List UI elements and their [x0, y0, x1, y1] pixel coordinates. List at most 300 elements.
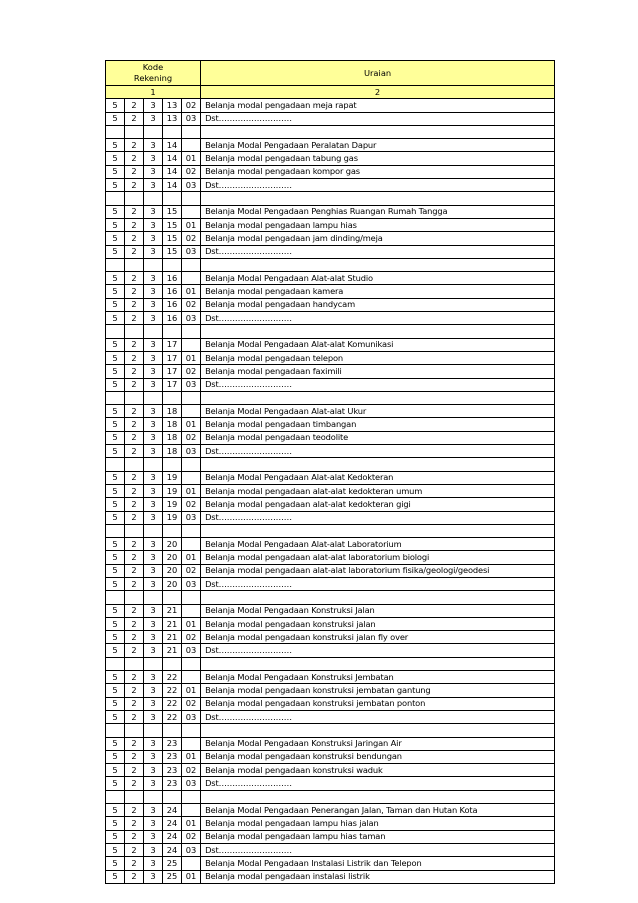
- table-row: [106, 777, 555, 790]
- kode-cell: 3: [144, 631, 163, 644]
- uraian-cell: Belanja modal pengadaan konstruksi bendungan: [201, 750, 555, 763]
- kode-cell: 03: [182, 245, 201, 258]
- spacer-row: [106, 724, 555, 737]
- kode-cell: 2: [125, 697, 144, 710]
- kode-cell: 3: [144, 777, 163, 790]
- kode-cell: 15: [163, 205, 182, 218]
- table-row: [106, 405, 555, 418]
- kode-cell: 19: [163, 498, 182, 511]
- kode-cell: 2: [125, 750, 144, 763]
- kode-cell: 02: [182, 431, 201, 444]
- table-row: [106, 351, 555, 364]
- kode-cell: 03: [182, 777, 201, 790]
- kode-cell: 5: [106, 139, 125, 152]
- kode-cell: 20: [163, 577, 182, 590]
- uraian-cell: Belanja modal pengadaan handycam: [201, 298, 555, 311]
- table-row: [106, 551, 555, 564]
- kode-cell: 5: [106, 312, 125, 325]
- kode-cell: 5: [106, 843, 125, 856]
- kode-cell: 3: [144, 710, 163, 723]
- kode-cell: [106, 458, 125, 471]
- kode-cell: 5: [106, 644, 125, 657]
- kode-cell: 3: [144, 272, 163, 285]
- kode-cell: [125, 591, 144, 604]
- table-header: [106, 61, 555, 99]
- kode-cell: 5: [106, 298, 125, 311]
- kode-cell: [182, 391, 201, 404]
- kode-cell: 5: [106, 538, 125, 551]
- spacer-row: [106, 258, 555, 271]
- spacer-row: [106, 524, 555, 537]
- kode-cell: 03: [182, 644, 201, 657]
- kode-cell: 2: [125, 312, 144, 325]
- uraian-cell: Belanja modal pengadaan konstruksi waduk: [201, 764, 555, 777]
- kode-cell: 2: [125, 232, 144, 245]
- kode-cell: [182, 538, 201, 551]
- kode-cell: 3: [144, 511, 163, 524]
- kode-cell: 3: [144, 152, 163, 165]
- kode-cell: 16: [163, 298, 182, 311]
- uraian-cell: Belanja modal pengadaan lampu hias: [201, 218, 555, 231]
- uraian-cell: Belanja Modal Pengadaan Instalasi Listrik dan Telepon: [201, 857, 555, 870]
- kode-cell: 2: [125, 245, 144, 258]
- kode-cell: 3: [144, 817, 163, 830]
- kode-cell: [163, 192, 182, 205]
- kode-cell: 3: [144, 285, 163, 298]
- kode-cell: 3: [144, 644, 163, 657]
- table-row: [106, 298, 555, 311]
- kode-cell: 3: [144, 551, 163, 564]
- kode-cell: 2: [125, 484, 144, 497]
- kode-cell: 02: [182, 232, 201, 245]
- kode-cell: [106, 591, 125, 604]
- kode-cell: 3: [144, 165, 163, 178]
- kode-cell: 2: [125, 365, 144, 378]
- uraian-cell: Dst………………………: [201, 378, 555, 391]
- kode-cell: [144, 657, 163, 670]
- kode-cell: [163, 657, 182, 670]
- uraian-cell: [201, 258, 555, 271]
- kode-cell: 02: [182, 99, 201, 112]
- uraian-cell: Belanja modal pengadaan kamera: [201, 285, 555, 298]
- kode-cell: 3: [144, 232, 163, 245]
- kode-cell: 3: [144, 445, 163, 458]
- kode-cell: 3: [144, 697, 163, 710]
- table-row: [106, 684, 555, 697]
- table-row: [106, 631, 555, 644]
- kode-cell: 3: [144, 498, 163, 511]
- kode-cell: 02: [182, 298, 201, 311]
- uraian-cell: Belanja modal pengadaan konstruksi jalan fly over: [201, 631, 555, 644]
- kode-cell: 3: [144, 112, 163, 125]
- kode-rekening-header: [106, 61, 201, 86]
- kode-cell: [125, 125, 144, 138]
- kode-cell: 01: [182, 870, 201, 883]
- table-row: [106, 245, 555, 258]
- table-row: [106, 445, 555, 458]
- uraian-cell: Dst………………………: [201, 843, 555, 856]
- table-row: [106, 418, 555, 431]
- uraian-cell: Belanja modal pengadaan alat-alat kedokteran gigi: [201, 498, 555, 511]
- kode-cell: 01: [182, 817, 201, 830]
- uraian-header: Uraian: [201, 61, 555, 86]
- kode-cell: 01: [182, 351, 201, 364]
- kode-cell: 14: [163, 139, 182, 152]
- kode-cell: 2: [125, 804, 144, 817]
- kode-cell: 3: [144, 577, 163, 590]
- uraian-cell: [201, 391, 555, 404]
- kode-cell: 20: [163, 538, 182, 551]
- kode-cell: 3: [144, 857, 163, 870]
- table-row: [106, 365, 555, 378]
- uraian-cell: Dst………………………: [201, 644, 555, 657]
- kode-cell: 01: [182, 750, 201, 763]
- kode-cell: [182, 125, 201, 138]
- table-row: [106, 644, 555, 657]
- kode-cell: 3: [144, 604, 163, 617]
- kode-cell: 23: [163, 750, 182, 763]
- kode-cell: 23: [163, 777, 182, 790]
- kode-cell: 2: [125, 431, 144, 444]
- kode-cell: [182, 591, 201, 604]
- kode-cell: [163, 458, 182, 471]
- table-row: [106, 617, 555, 630]
- table-row: [106, 817, 555, 830]
- kode-cell: 2: [125, 870, 144, 883]
- kode-cell: 2: [125, 538, 144, 551]
- kode-cell: 21: [163, 604, 182, 617]
- kode-cell: 18: [163, 445, 182, 458]
- kode-cell: 01: [182, 684, 201, 697]
- kode-cell: [144, 524, 163, 537]
- kode-cell: 2: [125, 777, 144, 790]
- kode-cell: 3: [144, 431, 163, 444]
- kode-cell: 5: [106, 671, 125, 684]
- kode-cell: [144, 125, 163, 138]
- kode-cell: 14: [163, 165, 182, 178]
- kode-cell: 3: [144, 179, 163, 192]
- kode-cell: [163, 125, 182, 138]
- kode-cell: 2: [125, 218, 144, 231]
- uraian-cell: [201, 192, 555, 205]
- kode-cell: 17: [163, 351, 182, 364]
- uraian-cell: Belanja Modal Pengadaan Penghias Ruangan Rumah Tangga: [201, 205, 555, 218]
- kode-cell: 2: [125, 139, 144, 152]
- uraian-cell: Dst………………………: [201, 245, 555, 258]
- kode-cell: 02: [182, 365, 201, 378]
- table-row: [106, 484, 555, 497]
- table-row: [106, 205, 555, 218]
- kode-cell: 03: [182, 179, 201, 192]
- uraian-cell: Belanja Modal Pengadaan Alat-alat Laboratorium: [201, 538, 555, 551]
- kode-cell: 3: [144, 205, 163, 218]
- kode-cell: 3: [144, 312, 163, 325]
- kode-cell: 03: [182, 710, 201, 723]
- kode-cell: 3: [144, 764, 163, 777]
- kode-cell: 5: [106, 112, 125, 125]
- kode-cell: 03: [182, 843, 201, 856]
- kode-cell: 02: [182, 764, 201, 777]
- kode-cell: 24: [163, 843, 182, 856]
- table-row: [106, 564, 555, 577]
- kode-cell: 03: [182, 445, 201, 458]
- table-row: [106, 498, 555, 511]
- kode-cell: 21: [163, 617, 182, 630]
- kode-cell: 01: [182, 551, 201, 564]
- uraian-cell: [201, 591, 555, 604]
- kode-cell: 5: [106, 205, 125, 218]
- kode-cell: 3: [144, 684, 163, 697]
- kode-cell: [106, 125, 125, 138]
- kode-cell: 5: [106, 764, 125, 777]
- kode-cell: [125, 657, 144, 670]
- kode-cell: [144, 591, 163, 604]
- kode-cell: 18: [163, 418, 182, 431]
- uraian-cell: Dst………………………: [201, 511, 555, 524]
- kode-cell: 3: [144, 750, 163, 763]
- table-row: [106, 338, 555, 351]
- kode-cell: 2: [125, 577, 144, 590]
- kode-cell: [182, 258, 201, 271]
- table-row: [106, 764, 555, 777]
- kode-cell: 15: [163, 232, 182, 245]
- kode-cell: 17: [163, 378, 182, 391]
- kode-cell: 2: [125, 644, 144, 657]
- kode-cell: 2: [125, 179, 144, 192]
- kode-cell: 18: [163, 431, 182, 444]
- kode-cell: 02: [182, 631, 201, 644]
- table-row: [106, 272, 555, 285]
- kode-cell: [144, 258, 163, 271]
- kode-cell: [182, 139, 201, 152]
- uraian-cell: Belanja Modal Pengadaan Konstruksi Jaringan Air: [201, 737, 555, 750]
- table-row: [106, 179, 555, 192]
- kode-cell: 5: [106, 564, 125, 577]
- kode-cell: [106, 724, 125, 737]
- table-row: [106, 378, 555, 391]
- kode-cell: 02: [182, 830, 201, 843]
- kode-cell: 2: [125, 418, 144, 431]
- kode-cell: 3: [144, 538, 163, 551]
- kode-cell: 03: [182, 112, 201, 125]
- spacer-row: [106, 125, 555, 138]
- kode-cell: 2: [125, 272, 144, 285]
- kode-cell: 3: [144, 245, 163, 258]
- kode-cell: 20: [163, 551, 182, 564]
- table-row: [106, 471, 555, 484]
- kode-cell: [182, 458, 201, 471]
- kode-cell: 5: [106, 737, 125, 750]
- kode-cell: [125, 524, 144, 537]
- kode-cell: [125, 724, 144, 737]
- kode-cell: 5: [106, 99, 125, 112]
- kode-cell: 25: [163, 857, 182, 870]
- kode-cell: 19: [163, 484, 182, 497]
- kode-cell: 21: [163, 644, 182, 657]
- kode-cell: 03: [182, 577, 201, 590]
- kode-cell: 5: [106, 351, 125, 364]
- uraian-cell: Belanja modal pengadaan meja rapat: [201, 99, 555, 112]
- kode-cell: 14: [163, 152, 182, 165]
- kode-cell: 3: [144, 139, 163, 152]
- table-row: [106, 312, 555, 325]
- kode-cell: 2: [125, 445, 144, 458]
- kode-cell: 2: [125, 817, 144, 830]
- kode-cell: 19: [163, 471, 182, 484]
- kode-cell: 5: [106, 498, 125, 511]
- kode-cell: 5: [106, 405, 125, 418]
- table-row: [106, 830, 555, 843]
- kode-cell: [163, 391, 182, 404]
- kode-cell: 02: [182, 697, 201, 710]
- kode-cell: [106, 325, 125, 338]
- kode-cell: 2: [125, 498, 144, 511]
- kode-cell: 02: [182, 564, 201, 577]
- kode-cell: 25: [163, 870, 182, 883]
- kode-cell: 5: [106, 165, 125, 178]
- uraian-cell: Belanja Modal Pengadaan Alat-alat Studio: [201, 272, 555, 285]
- kode-cell: 5: [106, 431, 125, 444]
- uraian-cell: Belanja modal pengadaan jam dinding/meja: [201, 232, 555, 245]
- kode-cell: 2: [125, 99, 144, 112]
- kode-cell: 3: [144, 338, 163, 351]
- kode-cell: [182, 272, 201, 285]
- kode-cell: [182, 338, 201, 351]
- uraian-cell: Dst………………………: [201, 710, 555, 723]
- kode-cell: [182, 857, 201, 870]
- kode-cell: 2: [125, 405, 144, 418]
- table-row: [106, 218, 555, 231]
- kode-cell: 2: [125, 165, 144, 178]
- uraian-cell: [201, 458, 555, 471]
- kode-cell: 5: [106, 684, 125, 697]
- kode-cell: 5: [106, 285, 125, 298]
- kode-cell: 01: [182, 484, 201, 497]
- uraian-cell: Belanja modal pengadaan alat-alat kedokteran umum: [201, 484, 555, 497]
- table-row: [106, 804, 555, 817]
- kode-cell: 5: [106, 378, 125, 391]
- kode-cell: 5: [106, 179, 125, 192]
- uraian-cell: Belanja modal pengadaan telepon: [201, 351, 555, 364]
- kode-cell: 2: [125, 285, 144, 298]
- kode-cell: 5: [106, 857, 125, 870]
- kode-cell: 2: [125, 298, 144, 311]
- kode-cell: 2: [125, 843, 144, 856]
- kode-cell: [163, 790, 182, 803]
- uraian-cell: Belanja Modal Pengadaan Alat-alat Kedokteran: [201, 471, 555, 484]
- kode-cell: [106, 657, 125, 670]
- kode-cell: 3: [144, 737, 163, 750]
- table-row: [106, 870, 555, 883]
- uraian-cell: Belanja modal pengadaan konstruksi jembatan ponton: [201, 697, 555, 710]
- uraian-cell: Belanja modal pengadaan kompor gas: [201, 165, 555, 178]
- kode-cell: [182, 205, 201, 218]
- uraian-cell: Dst………………………: [201, 445, 555, 458]
- kode-cell: 2: [125, 617, 144, 630]
- kode-cell: 19: [163, 511, 182, 524]
- kode-cell: [144, 325, 163, 338]
- kode-cell: [106, 391, 125, 404]
- kode-cell: 17: [163, 338, 182, 351]
- kode-cell: [125, 790, 144, 803]
- kode-cell: 2: [125, 710, 144, 723]
- kode-cell: 3: [144, 99, 163, 112]
- table-row: [106, 671, 555, 684]
- kode-cell: 15: [163, 218, 182, 231]
- kode-cell: 3: [144, 298, 163, 311]
- kode-cell: 2: [125, 351, 144, 364]
- kode-cell: 5: [106, 245, 125, 258]
- kode-cell: 5: [106, 484, 125, 497]
- kode-cell: 23: [163, 737, 182, 750]
- table-row: [106, 165, 555, 178]
- kode-cell: 16: [163, 285, 182, 298]
- kode-cell: 15: [163, 245, 182, 258]
- kode-cell: 3: [144, 671, 163, 684]
- kode-cell: 5: [106, 511, 125, 524]
- kode-cell: 5: [106, 471, 125, 484]
- table-row: [106, 285, 555, 298]
- kode-cell: 5: [106, 830, 125, 843]
- kode-cell: 13: [163, 112, 182, 125]
- table-row: [106, 538, 555, 551]
- kode-cell: 01: [182, 152, 201, 165]
- spacer-row: [106, 458, 555, 471]
- uraian-cell: [201, 524, 555, 537]
- kode-cell: 2: [125, 205, 144, 218]
- kode-cell: 5: [106, 551, 125, 564]
- kode-cell: 3: [144, 830, 163, 843]
- uraian-cell: Belanja Modal Pengadaan Konstruksi Jalan: [201, 604, 555, 617]
- kode-cell: 5: [106, 750, 125, 763]
- uraian-cell: Belanja modal pengadaan tabung gas: [201, 152, 555, 165]
- kode-cell: 5: [106, 445, 125, 458]
- kode-cell: 18: [163, 405, 182, 418]
- kode-cell: [182, 724, 201, 737]
- kode-cell: 5: [106, 804, 125, 817]
- table-row: [106, 843, 555, 856]
- kode-cell: [106, 790, 125, 803]
- kode-cell: 5: [106, 870, 125, 883]
- kode-cell: [182, 737, 201, 750]
- uraian-cell: Belanja Modal Pengadaan Penerangan Jalan, Taman dan Hutan Kota: [201, 804, 555, 817]
- uraian-cell: Belanja modal pengadaan alat-alat laboratorium fisika/geologi/geodesi: [201, 564, 555, 577]
- uraian-cell: [201, 724, 555, 737]
- table-row: [106, 139, 555, 152]
- uraian-cell: Dst………………………: [201, 777, 555, 790]
- uraian-cell: Belanja Modal Pengadaan Konstruksi Jembatan: [201, 671, 555, 684]
- kode-cell: 2: [125, 604, 144, 617]
- kode-cell: [163, 591, 182, 604]
- kode-cell: [125, 325, 144, 338]
- rekening-table: [105, 60, 555, 884]
- uraian-cell: Belanja modal pengadaan teodolite: [201, 431, 555, 444]
- kode-cell: 3: [144, 471, 163, 484]
- spacer-row: [106, 391, 555, 404]
- kode-cell: [182, 471, 201, 484]
- kode-cell: [163, 724, 182, 737]
- kode-cell: 2: [125, 684, 144, 697]
- kode-cell: [182, 192, 201, 205]
- kode-cell: 23: [163, 764, 182, 777]
- uraian-cell: Belanja Modal Pengadaan Alat-alat Komunikasi: [201, 338, 555, 351]
- kode-cell: 22: [163, 710, 182, 723]
- kode-cell: 5: [106, 710, 125, 723]
- kode-cell: [144, 391, 163, 404]
- kode-cell: 5: [106, 617, 125, 630]
- column-number-1: 1: [106, 86, 201, 99]
- kode-cell: 5: [106, 272, 125, 285]
